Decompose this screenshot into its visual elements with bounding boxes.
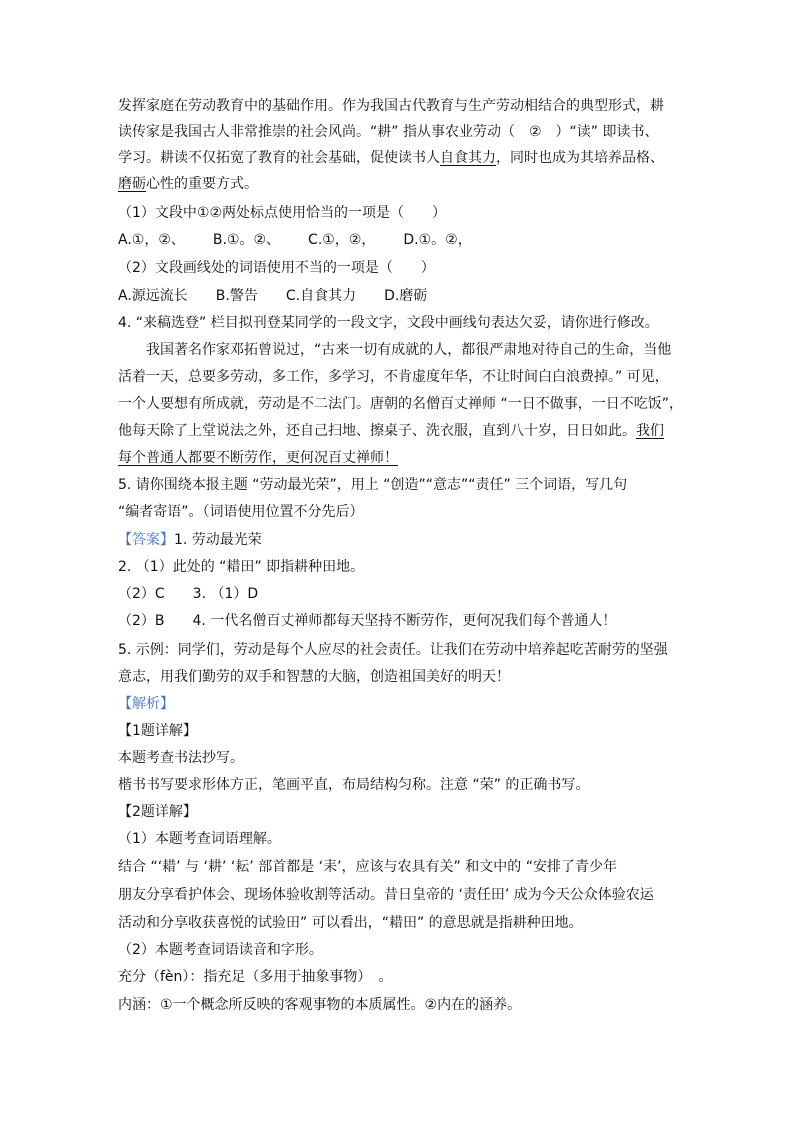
passage-line-3-tail: ，同时也成为其培养品格、	[496, 150, 664, 166]
option-a: A.源远流长	[118, 288, 188, 304]
option-b: B.警告	[215, 288, 258, 304]
question-2-stem: （2）文段画线处的词语使用不当的一项是（ ）	[118, 260, 435, 276]
section-2-line-6: 充分（fèn）：指充足（多用于抽象事物） 。	[118, 969, 393, 985]
passage-line-4	[118, 174, 258, 194]
analysis-tag: 【解析】	[118, 696, 174, 712]
answer-5-line-2: 意志，用我们勤劳的双手和智慧的大脑，创造祖国美好的明天！	[118, 669, 510, 685]
question-5-line-2: “编者寄语”。（词语使用位置不分先后）	[118, 504, 364, 520]
option-b: B.①。②、	[212, 232, 281, 248]
section-2-title: 【2题详解】	[118, 804, 197, 820]
option-c: C.自食其力	[285, 288, 357, 304]
underlined-word-moli: 磨砺	[118, 176, 146, 192]
q4-passage-line-3: 一个人要想有所成就，劳动是不二法门。唐朝的名僧百丈禅师 “一日不做事，一日不吃饭”，	[118, 396, 683, 412]
option-c: C.①，②，	[308, 232, 376, 248]
passage-line-4-text: 心性的重要方式。	[146, 176, 258, 192]
question-5-line-1: 5. 请你围绕本报主题 “劳动最光荣”，用上 “创造”“意志”“责任” 三个词语，写几句	[118, 477, 628, 493]
q4-passage-line-5	[118, 448, 398, 468]
passage-line-3	[118, 148, 664, 168]
section-1-title: 【1题详解】	[118, 723, 197, 739]
q4-passage-line-4	[118, 421, 664, 441]
answer-5-line-1: 5. 示例：同学们，劳动是每个人应尽的社会责任。让我们在劳动中培养起吃苦耐劳的坚强	[118, 642, 668, 658]
underlined-word-zishiqili: 自食其力	[440, 150, 496, 166]
q4-passage-line-1: 我国著名作家邓拓曾说过，“古来一切有成就的人，都很严肃地对待自己的生命，当他	[146, 342, 672, 358]
section-2-line-2: 结合 “‘耤’ 与 ‘耕’ ‘耘’ 部首都是 ‘耒’，应该与农具有关” 和文中的 “安排了青少年	[118, 859, 617, 875]
underlined-sentence-start: 我们	[636, 423, 664, 439]
option-d: D.①。②，	[403, 232, 472, 248]
answer-2b-3: （2）C 3. （1）D	[118, 586, 259, 602]
section-1-line-2: 楷书书写要求形体方正，笔画平直，布局结构匀称。注意 “荣” 的正确书写。	[118, 777, 590, 793]
section-2-line-1: （1）本题考查词语理解。	[118, 831, 281, 847]
question-4-stem: 4. “来稿选登” 栏目拟刊登某同学的一段文字，文段中画线句表达欠妥，请你进行修改。	[118, 315, 659, 331]
passage-line-2: 读传家是我国古人非常推崇的社会风尚。“耕” 指从事农业劳动（ ② ）“读” 即读书、	[118, 124, 659, 140]
answer-tag: 【答案】	[118, 532, 174, 548]
answer-2c-4: （2）B 4. 一代名僧百丈禅师都每天坚持不断劳作，更何况我们每个普通人！	[118, 613, 617, 629]
section-1-line-1: 本题考查书法抄写。	[118, 750, 244, 766]
option-d: D.磨砺	[384, 288, 428, 304]
section-2-line-5: （2）本题考查词语读音和字形。	[118, 942, 323, 958]
option-a: A.①，②、	[118, 232, 185, 248]
answer-2: 2. （1）此处的 “耤田” 即指耕种田地。	[118, 559, 365, 575]
question-1-stem: （1）文段中①②两处标点使用恰当的一项是（ ）	[118, 205, 447, 221]
passage-line-3-text: 学习。耕读不仅拓宽了教育的社会基础，促使读书人	[118, 150, 440, 166]
question-2-options	[118, 286, 427, 306]
q4-passage-line-2: 活着一天，总要多劳动，多工作，多学习，不肯虚度年华，不让时间白白浪费掉。” 可见，	[118, 369, 669, 385]
answer-1: 1. 劳动最光荣	[174, 532, 262, 548]
section-2-line-4: 活动和分享收获喜悦的试验田” 可以看出，“耤田” 的意思就是指耕种田地。	[118, 915, 583, 931]
passage-line-1: 发挥家庭在劳动教育中的基础作用。作为我国古代教育与生产劳动相结合的典型形式，耕	[118, 98, 664, 114]
section-2-line-3: 朋友分享看护体会、现场体验收割等活动。昔日皇帝的 ‘责任田’ 成为今天公众体验农运	[118, 887, 654, 903]
q4-passage-line-4-text: 他每天除了上堂说法之外，还自己扫地、擦桌子、洗衣服，直到八十岁，日日如此。	[118, 423, 636, 439]
answer-line-1	[118, 530, 262, 550]
section-2-line-7: 内涵：①一个概念所反映的客观事物的本质属性。②内在的涵养。	[118, 997, 522, 1013]
question-1-options	[118, 230, 472, 250]
underlined-sentence: 每个普通人都要不断劳作，更何况百丈禅师！	[118, 450, 398, 466]
